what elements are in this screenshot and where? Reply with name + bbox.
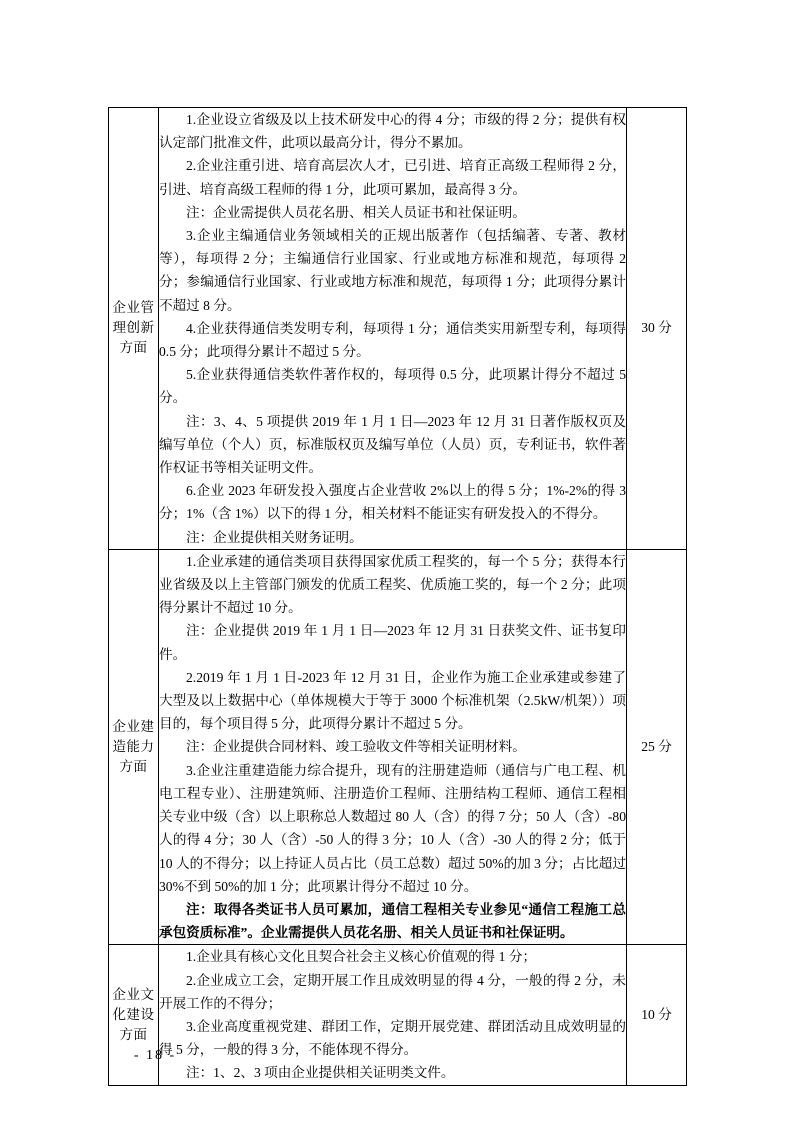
category-label: 企业文化建设方面	[112, 986, 155, 1042]
criteria-cell	[159, 549, 627, 944]
category-cell	[109, 549, 159, 944]
score-cell	[627, 108, 687, 550]
table-row	[109, 549, 687, 944]
criteria-note: 注：企业提供相关财务证明。	[186, 529, 363, 545]
criteria-paragraph: 3.企业主编通信业务领域相关的正规出版著作（包括编著、专著、教材等），每项得 2 分；主编通信行业国家、行业或地方标准和规范，每项得 2 分；参编通信行业国家、行业或地方标准和规范，每项得 1 分；此项得分累计不超过 8 分。	[159, 228, 626, 313]
criteria-note-bold: 注：取得各类证书人员可累加，通信工程相关专业参见“通信工程施工总承包资质标准”。企业需提供人员花名册、相关人员证书和社保证明。	[159, 901, 626, 941]
criteria-paragraph: 5.企业获得通信类软件著作权的，每项得 0.5 分，此项累计得分不超过 5 分。	[159, 367, 626, 406]
criteria-paragraph: 6.企业 2023 年研发投入强度占企业营收 2%以上的得 5 分；1%-2%的得 3 分；1%（含 1%）以下的得 1 分，相关材料不能证实有研发投入的不得分。	[159, 483, 626, 522]
criteria-paragraph: 3.企业注重建造能力综合提升，现有的注册建造师（通信与广电工程、机电工程专业）、注册建筑师、注册造价工程师、注册结构工程师、通信工程相关专业中级（含）以上职称总人数超过 80 人（含）的得 7 分；50 人（含）-80 人的得 4 分；30 人（含）-50 人的得 3 分；10 人（含）-30 人的得 2 分；低于 10 人的不得分；以上持证人员占比（员工总数）超过 50%的加 3 分；占比超过 30%不到 50%的加 1 分；此项累计得分不超过 10 分。	[159, 762, 626, 894]
criteria-paragraph: 4.企业获得通信类发明专利，每项得 1 分；通信类实用新型专利，每项得 0.5 分；此项得分累计不超过 5 分。	[159, 320, 626, 360]
score-value: 25 分	[641, 739, 672, 755]
criteria-paragraph: 2.企业成立工会，定期开展工作且成效明显的得 4 分，一般的得 2 分，未开展工作的不得分；	[159, 972, 626, 1011]
score-cell	[627, 549, 687, 944]
criteria-note: 注：企业提供合同材料、竣工验收文件等相关证明材料。	[186, 739, 526, 755]
score-value: 30 分	[641, 320, 672, 336]
score-cell	[627, 945, 687, 1085]
criteria-paragraph: 2.企业注重引进、培育高层次人才，已引进、培育正高级工程师得 2 分，引进、培育高级工程师的得 1 分，此项可累加，最高得 3 分。	[159, 158, 626, 197]
category-cell	[109, 108, 159, 550]
evaluation-criteria-table	[108, 107, 687, 1086]
criteria-paragraph: 1.企业承建的通信类项目获得国家优质工程奖的，每一个 5 分；获得本行业省级及以上主管部门颁发的优质工程奖、优质施工奖的，每一个 2 分；此项得分累计不超过 10 分。	[159, 553, 626, 616]
criteria-paragraph: 1.企业具有核心文化且契合社会主义核心价值观的得 1 分；	[186, 949, 537, 965]
criteria-paragraph: 3.企业高度重视党建、群团工作，定期开展党建、群团活动且成效明显的得 5 分，一般的得 3 分，不能体现不得分。	[159, 1018, 626, 1058]
criteria-cell	[159, 108, 627, 550]
criteria-note: 注：企业提供 2019 年 1 月 1 日—2023 年 12 月 31 日获奖文件、证书复印件。	[159, 623, 626, 662]
table-row	[109, 108, 687, 550]
category-label: 企业建造能力方面	[112, 719, 155, 775]
criteria-note: 注：3、4、5 项提供 2019 年 1 月 1 日—2023 年 12 月 31 日著作版权页及编写单位（个人）页，标准版权页及编写单位（人员）页，专利证书，软件著作权证书等相关证明文件。	[159, 413, 626, 476]
category-label: 企业管理创新方面	[112, 300, 155, 356]
criteria-note: 注：企业需提供人员花名册、相关人员证书和社保证明。	[186, 204, 526, 220]
criteria-paragraph: 1.企业设立省级及以上技术研发中心的得 4 分；市级的得 2 分；提供有权认定部门批准文件，此项以最高分计，得分不累加。	[159, 112, 626, 151]
table-body	[109, 108, 687, 1086]
criteria-paragraph: 2.2019 年 1 月 1 日-2023 年 12 月 31 日，企业作为施工企业承建或参建了大型及以上数据中心（单体规模大于等于 3000 个标准机架（2.5kW/机架））项目的，每个项目得 5 分，此项得分累计不超过 5 分。	[159, 669, 626, 732]
criteria-note: 注：1、2、3 项由企业提供相关证明类文件。	[186, 1065, 455, 1081]
page-number: - 18 -	[133, 1048, 177, 1063]
score-value: 10 分	[641, 1006, 672, 1022]
